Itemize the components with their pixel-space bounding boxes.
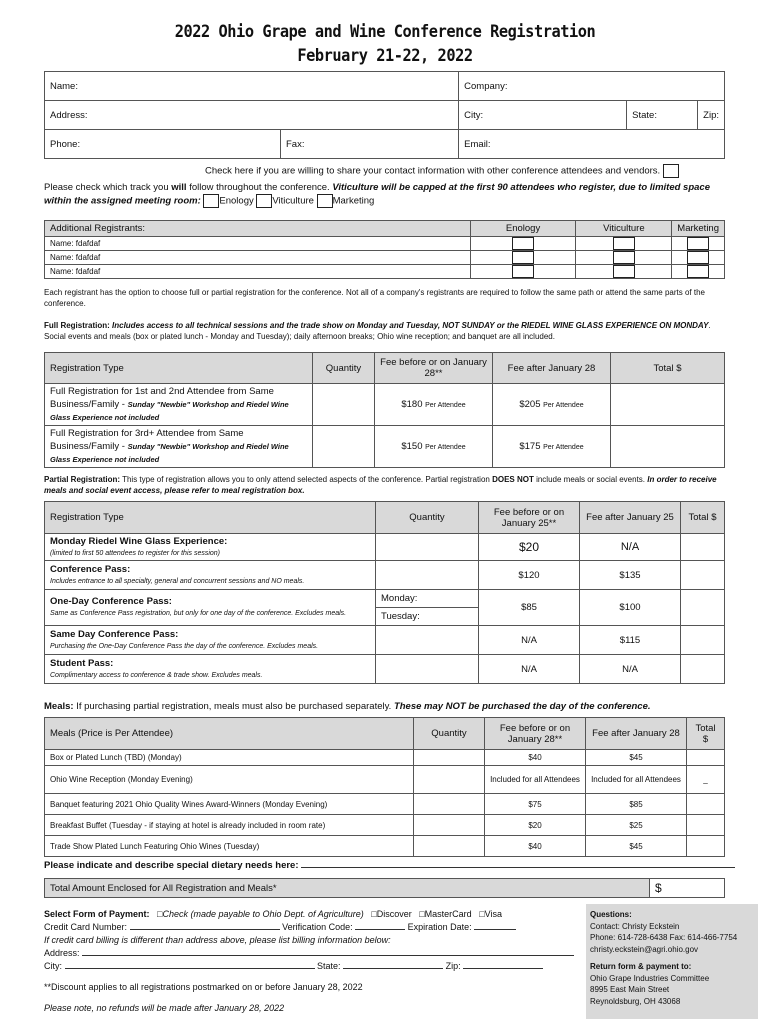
additional-registrants-table xyxy=(44,220,725,279)
questions-title: Questions: xyxy=(590,910,632,919)
marketing-checkbox[interactable] xyxy=(317,194,333,208)
company-field[interactable] xyxy=(459,72,725,101)
reg-type-title: Conference Pass: xyxy=(50,563,131,575)
track-text-b: will xyxy=(171,182,187,193)
fee-after: Included for all Attendees xyxy=(586,766,687,794)
viticulture-cell xyxy=(576,237,672,251)
partial-row-type xyxy=(45,590,376,626)
verification-label: Verification Code: xyxy=(282,922,353,932)
viticulture-cell xyxy=(576,265,672,279)
total-input[interactable] xyxy=(681,534,725,561)
additional-name-row[interactable] xyxy=(45,251,471,265)
viticulture-checkbox[interactable] xyxy=(613,265,635,278)
partial-registration-description xyxy=(44,474,734,496)
marketing-checkbox[interactable] xyxy=(687,237,709,250)
partial-row-type xyxy=(45,655,376,684)
header-fee-after: Fee after January 28 xyxy=(493,353,611,384)
fee-after: $85 xyxy=(586,794,687,815)
city-field[interactable] xyxy=(459,101,627,130)
billing-city-label: City: xyxy=(44,961,62,971)
partial-reg-text: This type of registration allows you to only attend selected aspects of the conference. Partial registration xyxy=(120,475,493,484)
full-reg-row-type xyxy=(45,426,313,468)
fee-before: $150 xyxy=(401,441,423,452)
reg-type-sub: Complimentary access to conference & trade show. Excludes meals. xyxy=(50,671,263,679)
fee-unit: Per Attendee xyxy=(425,444,466,451)
quantity-input[interactable] xyxy=(376,534,479,561)
total-enclosed-table xyxy=(44,878,725,898)
track-text-a: Please check which track you xyxy=(44,182,172,193)
fee-before: Included for all Attendees xyxy=(485,766,586,794)
fee-after: $45 xyxy=(586,836,687,857)
name-label: Name: xyxy=(50,253,74,262)
refund-note: Please note, no refunds will be made after January 28, 2022 xyxy=(44,1003,285,1013)
name-label: Name: xyxy=(50,80,78,92)
phone-field[interactable] xyxy=(45,130,281,159)
quantity-input[interactable] xyxy=(313,426,375,468)
zip-label: Zip: xyxy=(703,109,719,121)
reg-type-sub: Includes entrance to all specialty, general and concurrent sessions and NO meals. xyxy=(50,577,305,585)
header-fee-before: Fee before or on January 28** xyxy=(375,353,493,384)
fee-before: N/A xyxy=(479,655,580,684)
partial-reg-bold: DOES NOT xyxy=(492,475,534,484)
billing-address-label: Address: xyxy=(44,948,80,958)
meal-name: Banquet featuring 2021 Ohio Quality Wines Award-Winners (Monday Evening) xyxy=(45,794,414,815)
enology-checkbox[interactable] xyxy=(512,237,534,250)
reg-type-main: Full Registration for 3rd+ Attendee from Same Business/Family - xyxy=(50,428,244,452)
marketing-cell xyxy=(672,237,725,251)
each-registrant-note: Each registrant has the option to choose full or partial registration for the conference. Not all of a company's registrants are required to follow the same path or attend the same parts of the conference. xyxy=(44,288,705,308)
fee-after: $100 xyxy=(580,590,681,626)
header-quantity: Quantity xyxy=(414,718,485,750)
marketing-cell xyxy=(672,251,725,265)
fee-before-cell xyxy=(375,426,493,468)
header-reg-type: Registration Type xyxy=(45,502,376,534)
full-reg-emph: Includes access to all technical sessions and the trade show on Monday and Tuesday, NOT SUNDAY or the RIEDEL WINE GLASS EXPERIENCE ON MONDAY xyxy=(112,321,709,330)
fax-field[interactable] xyxy=(281,130,459,159)
header-total: Total $ xyxy=(687,718,725,750)
meal-name: Breakfast Buffet (Tuesday - if staying at hotel is already included in room rate) xyxy=(45,815,414,836)
total-value: _ xyxy=(687,766,725,794)
name-field[interactable] xyxy=(45,72,459,101)
fee-after-cell xyxy=(493,384,611,426)
header-fee-after: Fee after January 28 xyxy=(586,718,687,750)
viticulture-cell xyxy=(576,251,672,265)
payment-label: Select Form of Payment: xyxy=(44,909,150,919)
mastercard-option[interactable]: □MasterCard xyxy=(419,909,472,919)
verification-input[interactable] xyxy=(355,929,405,930)
fee-after: $205 xyxy=(519,399,541,410)
fee-after: $115 xyxy=(580,626,681,655)
total-input[interactable] xyxy=(681,626,725,655)
fee-after: N/A xyxy=(580,534,681,561)
company-label: Company: xyxy=(464,80,508,92)
state-label: State: xyxy=(632,109,657,121)
share-note-text: Check here if you are willing to share your contact information with other conference attendees and vendors. xyxy=(205,165,661,177)
header-fee-after: Fee after January 25 xyxy=(580,502,681,534)
quantity-tuesday[interactable] xyxy=(376,608,479,626)
billing-zip-label: Zip: xyxy=(445,961,461,971)
full-reg-row-type xyxy=(45,384,313,426)
full-registration-table xyxy=(44,352,725,468)
fee-before: $20 xyxy=(485,815,586,836)
fee-after: $175 xyxy=(519,441,541,452)
partial-reg-emph: In order to receive meals and social event access, please refer to meal registration box. xyxy=(44,475,717,495)
billing-state-label: State: xyxy=(317,961,341,971)
col-marketing: Marketing xyxy=(672,221,725,237)
quantity-input[interactable] xyxy=(376,655,479,684)
questions-phone: Phone: 614-728-6438 Fax: 614-466-7754 xyxy=(590,933,738,942)
reg-type-emph: Sunday "Newbie" Workshop and Riedel Wine Glass Experience not included xyxy=(50,442,289,464)
full-reg-label: Full Registration: xyxy=(44,321,110,330)
header-reg-type: Registration Type xyxy=(45,353,313,384)
questions-contact: Contact: Christy Eckstein xyxy=(590,921,680,931)
return-org: Ohio Grape Industries Committee xyxy=(590,973,710,983)
reg-type-title: One-Day Conference Pass: xyxy=(50,596,172,607)
fee-before: $180 xyxy=(401,399,423,410)
additional-name-row[interactable] xyxy=(45,265,471,279)
fee-unit: Per Attendee xyxy=(543,444,584,451)
enology-cell xyxy=(470,251,576,265)
fee-before: $40 xyxy=(485,836,586,857)
return-title: Return form & payment to: xyxy=(590,962,692,971)
expiration-input[interactable] xyxy=(474,929,516,930)
page-title: 2022 Ohio Grape and Wine Conference Registration xyxy=(174,22,596,42)
billing-address-input[interactable] xyxy=(82,955,574,956)
partial-row-type xyxy=(45,534,376,561)
reg-type-main: Full Registration for 1st and 2nd Attendee from Same Business/Family - xyxy=(50,386,274,410)
quantity-monday[interactable] xyxy=(376,590,479,608)
header-quantity: Quantity xyxy=(376,502,479,534)
partial-registration-table xyxy=(44,501,725,684)
discover-option[interactable]: □Discover xyxy=(371,909,412,919)
total-input[interactable] xyxy=(611,426,725,468)
address-label: Address: xyxy=(50,109,88,121)
fee-before: N/A xyxy=(479,626,580,655)
billing-note: If credit card billing is different than address above, please list billing information below: xyxy=(44,935,391,945)
name-label: Name: xyxy=(50,267,74,276)
enology-checkbox[interactable] xyxy=(203,194,219,208)
cc-number-input[interactable] xyxy=(130,929,280,930)
check-option[interactable]: □Check (made payable to Ohio Dept. of Agriculture) xyxy=(157,909,364,919)
total-input[interactable] xyxy=(687,750,725,766)
fee-after: $135 xyxy=(580,561,681,590)
fee-after-cell xyxy=(493,426,611,468)
total-input[interactable] xyxy=(681,561,725,590)
quantity-input[interactable] xyxy=(414,836,485,857)
billing-zip-input[interactable] xyxy=(463,968,543,969)
fee-after: N/A xyxy=(580,655,681,684)
total-input[interactable] xyxy=(681,655,725,684)
viticulture-checkbox[interactable] xyxy=(256,194,272,208)
expiration-label: Expiration Date: xyxy=(407,922,472,932)
quantity-input[interactable] xyxy=(376,561,479,590)
questions-box xyxy=(586,904,758,1019)
additional-header: Additional Registrants: xyxy=(45,221,471,237)
questions-email[interactable]: christy.eckstein@agri.ohio.gov xyxy=(590,944,699,954)
dietary-needs xyxy=(44,859,744,872)
viticulture-checkbox[interactable] xyxy=(613,251,635,264)
partial-reg-text2: include meals or social events. xyxy=(533,475,648,484)
quantity-input[interactable] xyxy=(414,750,485,766)
marketing-checkbox[interactable] xyxy=(687,265,709,278)
total-input[interactable] xyxy=(681,590,725,626)
total-enclosed-label: Total Amount Enclosed for All Registration and Meals* xyxy=(45,879,650,898)
meals-note xyxy=(44,700,744,713)
cc-number-label: Credit Card Number: xyxy=(44,922,128,932)
monday-label: Monday: xyxy=(381,593,418,604)
track-text-c: follow throughout the conference. xyxy=(186,182,333,193)
email-label: Email: xyxy=(464,138,491,150)
enology-cell xyxy=(470,237,576,251)
zip-field[interactable] xyxy=(698,101,725,130)
header-total: Total $ xyxy=(611,353,725,384)
conference-dates: February 21-22, 2022 xyxy=(297,46,473,66)
enology-cell xyxy=(470,265,576,279)
header-meals xyxy=(45,718,414,750)
meal-name: Ohio Wine Reception (Monday Evening) xyxy=(45,766,414,794)
partial-row-type xyxy=(45,626,376,655)
fax-label: Fax: xyxy=(286,138,305,150)
reg-type-title: Student Pass: xyxy=(50,657,114,669)
meals-table xyxy=(44,717,725,857)
email-field[interactable] xyxy=(459,130,725,159)
fee-after: $45 xyxy=(586,750,687,766)
registrant-name: fdafdaf xyxy=(75,239,101,248)
visa-option[interactable]: □Visa xyxy=(479,909,502,919)
quantity-input[interactable] xyxy=(376,626,479,655)
registrant-name: fdafdaf xyxy=(75,267,101,276)
reg-type-sub: Purchasing the One-Day Conference Pass the day of the conference. Excludes meals. xyxy=(50,642,319,650)
header-fee-before: Fee before or on January 25** xyxy=(479,502,580,534)
enology-label: Enology xyxy=(219,195,254,207)
total-input[interactable] xyxy=(687,815,725,836)
quantity-input[interactable] xyxy=(313,384,375,426)
meals-emph: These may NOT be purchased the day of the conference. xyxy=(393,701,651,712)
payment-section xyxy=(44,908,584,1015)
billing-state-input[interactable] xyxy=(343,968,443,969)
reg-type-sub: Same as Conference Pass registration, but only for one day of the conference. Excludes meals. xyxy=(50,610,347,617)
header-quantity: Quantity xyxy=(313,353,375,384)
header-total: Total $ xyxy=(681,502,725,534)
dollar-symbol: $ xyxy=(655,881,662,895)
share-checkbox[interactable] xyxy=(663,164,679,178)
marketing-checkbox[interactable] xyxy=(687,251,709,264)
total-input[interactable] xyxy=(687,836,725,857)
name-label: Name: xyxy=(50,239,74,248)
discount-note: **Discount applies to all registrations postmarked on or before January 28, 2022 xyxy=(44,982,363,992)
fee-unit: Per Attendee xyxy=(425,402,466,409)
fee-before: $85 xyxy=(479,590,580,626)
reg-type-sub: (limited to first 50 attendees to register for this session) xyxy=(50,549,221,557)
meals-label: Meals: xyxy=(44,701,74,712)
return-street: 8995 East Main Street xyxy=(590,985,670,994)
track-capacity-note: Viticulture will be capped at the first 90 attendees who register, due to limited space within the assigned meeting room: xyxy=(44,182,710,207)
viticulture-label: Viticulture xyxy=(272,195,314,207)
tuesday-label: Tuesday: xyxy=(381,611,420,622)
meal-name: Trade Show Plated Lunch Featuring Ohio Wines (Tuesday) xyxy=(45,836,414,857)
fee-before: $120 xyxy=(479,561,580,590)
total-input[interactable] xyxy=(687,794,725,815)
dietary-input[interactable] xyxy=(301,867,735,868)
quantity-input[interactable] xyxy=(414,794,485,815)
billing-city-input[interactable] xyxy=(65,968,315,969)
full-registration-description xyxy=(44,320,734,342)
fee-before: $40 xyxy=(485,750,586,766)
total-input[interactable] xyxy=(611,384,725,426)
viticulture-checkbox[interactable] xyxy=(613,237,635,250)
marketing-label: Marketing xyxy=(332,195,375,207)
return-city: Reynoldsburg, OH 43068 xyxy=(590,996,681,1006)
fee-before: $75 xyxy=(485,794,586,815)
enology-checkbox[interactable] xyxy=(512,265,534,278)
reg-type-title: Same Day Conference Pass: xyxy=(50,628,179,640)
fee-before-cell xyxy=(375,384,493,426)
phone-label: Phone: xyxy=(50,138,81,150)
col-viticulture: Viticulture xyxy=(576,221,672,237)
city-label: City: xyxy=(464,109,484,121)
total-enclosed-input[interactable] xyxy=(650,879,725,898)
partial-row-type xyxy=(45,561,376,590)
reg-type-emph: Sunday "Newbie" Workshop and Riedel Wine Glass Experience not included xyxy=(50,400,289,422)
registrant-name: fdafdaf xyxy=(75,253,101,262)
quantity-input[interactable] xyxy=(414,766,485,794)
fee-unit: Per Attendee xyxy=(543,402,584,409)
col-enology: Enology xyxy=(470,221,576,237)
meals-text: If purchasing partial registration, meals must also be purchased separately. xyxy=(73,701,394,712)
share-note xyxy=(205,164,679,178)
header-meals-text: Meals (Price is Per Attendee) xyxy=(50,728,174,739)
meal-name: Box or Plated Lunch (TBD) (Monday) xyxy=(45,750,414,766)
address-field[interactable] xyxy=(45,101,459,130)
dietary-label: Please indicate and describe special dietary needs here: xyxy=(44,860,299,871)
fee-before: $20 xyxy=(479,534,580,561)
additional-name-row[interactable] xyxy=(45,237,471,251)
state-field[interactable] xyxy=(627,101,698,130)
partial-reg-label: Partial Registration: xyxy=(44,475,121,484)
reg-type-title: Monday Riedel Wine Glass Experience: xyxy=(50,535,228,547)
quantity-input[interactable] xyxy=(414,815,485,836)
full-reg-rest: . Social events and meals (box or plated lunch - Monday and Tuesday); daily afternoon breaks; Ohio wine reception; and banquet are all included. xyxy=(44,321,711,341)
contact-table xyxy=(44,71,725,159)
track-selection xyxy=(44,181,724,208)
marketing-cell xyxy=(672,265,725,279)
fee-after: $25 xyxy=(586,815,687,836)
enology-checkbox[interactable] xyxy=(512,251,534,264)
header-fee-before: Fee before or on January 28** xyxy=(485,718,586,750)
